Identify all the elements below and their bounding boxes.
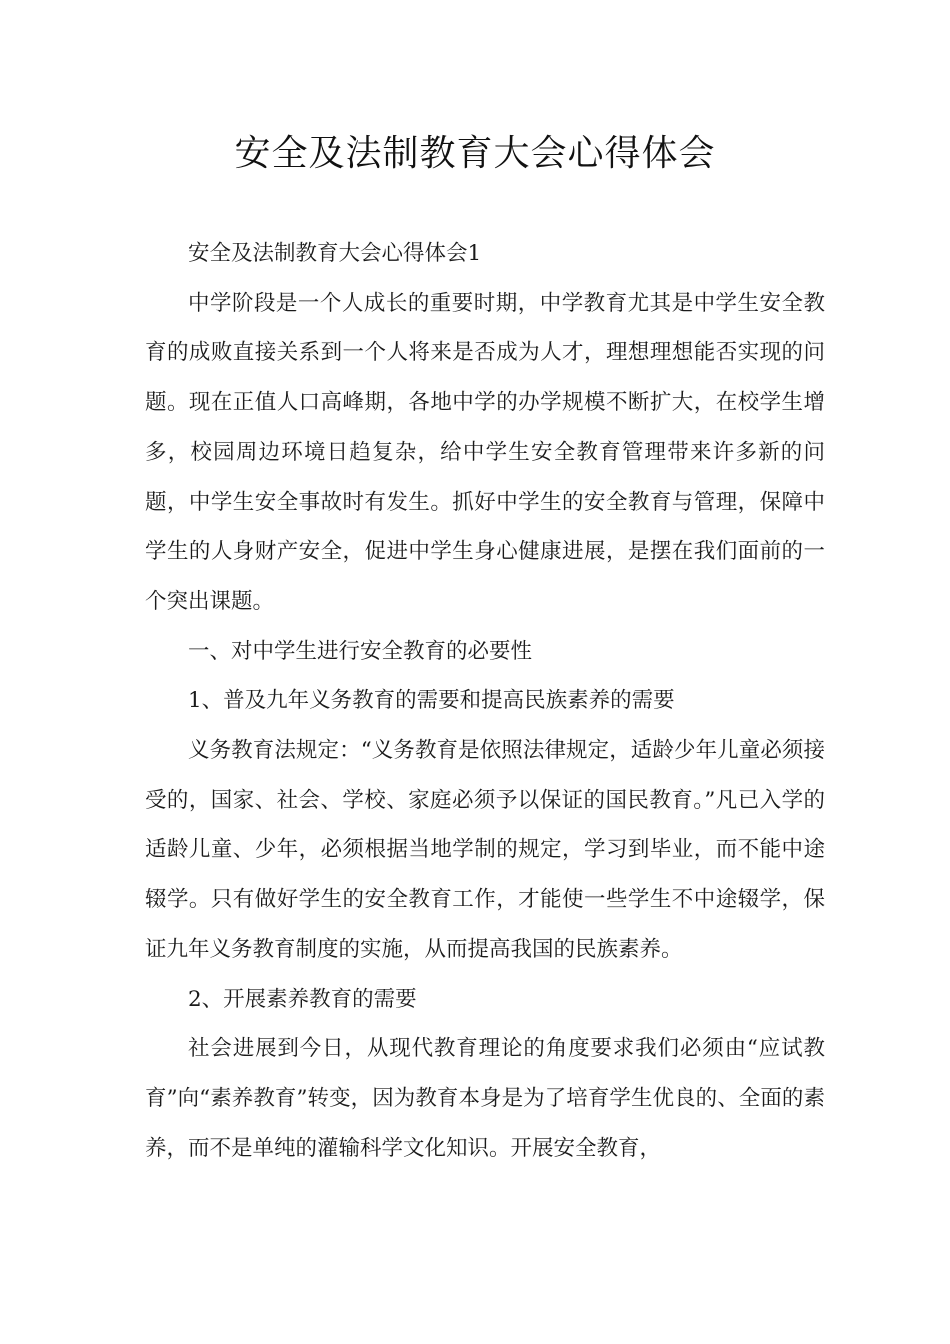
section-heading: 一、对中学生进行安全教育的必要性 [188,638,533,664]
subsection-heading: 2、开展素养教育的需要 [188,986,417,1012]
paragraph: 社会进展到今日，从现代教育理论的角度要求我们必须由“应试教育”向“素养教育”转变，因为教育本身是为了培育学生优良的、全面的素养，而不是单纯的灌输科学文化知识。开展安全教育， [145,1036,825,1161]
paragraph: 义务教育法规定：“义务教育是依照法律规定，适龄少年儿童必须接受的，国家、社会、学校、家庭必须予以保证的国民教育。”凡已入学的适龄儿童、少年，必须根据当地学制的规定，学习到毕业，而不能中途辍学。只有做好学生的安全教育工作，才能使一些学生不中途辍学，保证九年义务教育制度的实施，从而提高我国的民族素养。 [145,738,825,962]
paragraph: 中学阶段是一个人成长的重要时期，中学教育尤其是中学生安全教育的成败直接关系到一个人将来是否成为人才，理想理想能否实现的问题。现在正值人口高峰期，各地中学的办学规模不断扩大，在校学生增多，校园周边环境日趋复杂，给中学生安全教育管理带来许多新的问题，中学生安全事故时有发生。抓好中学生的安全教育与管理，保障中学生的人身财产安全，促进中学生身心健康进展，是摆在我们面前的一个突出课题。 [145,290,825,614]
section-heading: 安全及法制教育大会心得体会1 [188,241,482,266]
document-body [145,229,825,1173]
subsection-heading: 1、普及九年义务教育的需要和提高民族素养的需要 [188,688,675,714]
document-title: 安全及法制教育大会心得体会 [234,133,716,174]
